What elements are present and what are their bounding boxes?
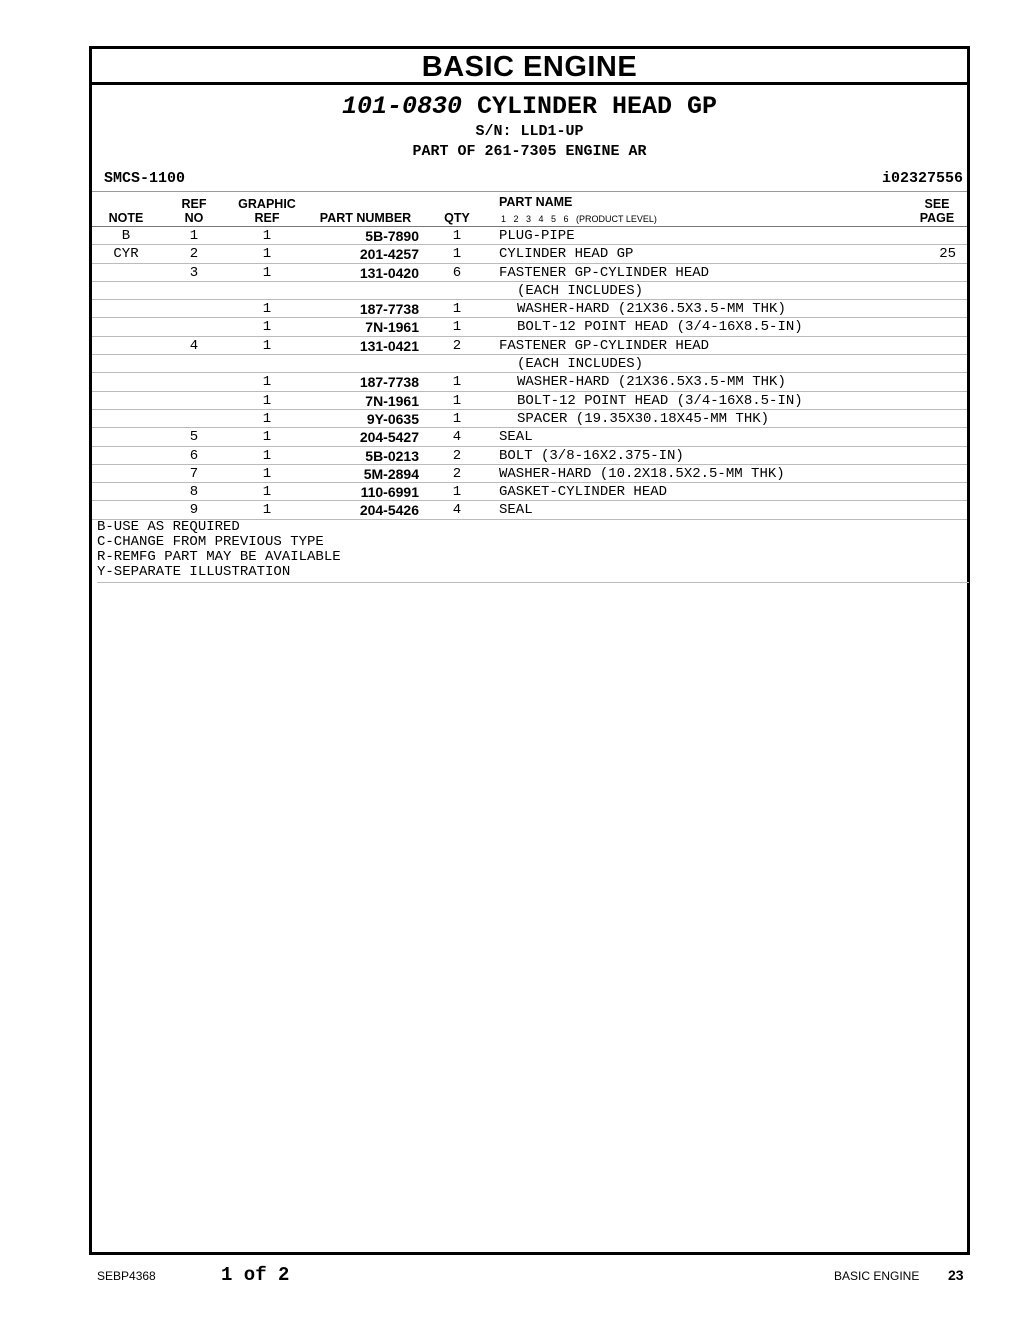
- qty-cell: 2: [452, 447, 462, 464]
- table-row: [92, 337, 967, 355]
- serial-number: S/N: LLD1-UP: [475, 123, 584, 140]
- col-header-graphic-bottom: REF: [254, 211, 280, 225]
- note-cell: B: [121, 228, 131, 244]
- part-name-cell: GASKET-CYLINDER HEAD: [499, 484, 668, 501]
- note-b: B-USE AS REQUIRED: [97, 519, 240, 535]
- graphic-ref-cell: 1: [262, 301, 272, 318]
- qty-cell: 1: [452, 228, 462, 244]
- illustration-id: i02327556: [881, 170, 963, 187]
- col-header-qty: QTY: [444, 211, 470, 225]
- part-name-cell: WASHER-HARD (10.2X18.5X2.5-MM THK): [499, 465, 785, 482]
- qty-cell: 4: [452, 502, 462, 519]
- part-name-cell: SPACER (19.35X30.18X45-MM THK): [517, 410, 770, 427]
- part-number-cell: 187-7738: [359, 301, 419, 318]
- part-number-cell: 204-5426: [359, 502, 419, 519]
- part-name-cell: PLUG-PIPE: [499, 228, 575, 244]
- graphic-ref-cell: 1: [262, 502, 272, 519]
- table-row: [92, 428, 967, 446]
- part-name-cell: SEAL: [499, 502, 533, 519]
- table-row: [92, 282, 967, 300]
- part-name-cell: BOLT-12 POINT HEAD (3/4-16X8.5-IN): [517, 319, 803, 336]
- qty-cell: 1: [452, 410, 462, 427]
- table-row: [92, 300, 967, 318]
- part-name-cell: FASTENER GP-CYLINDER HEAD: [499, 337, 710, 354]
- table-row: [92, 245, 967, 263]
- qty-cell: 4: [452, 429, 462, 446]
- parts-table: [92, 227, 967, 520]
- part-name-cell: BOLT (3/8-16X2.375-IN): [499, 447, 684, 464]
- graphic-ref-cell: 1: [262, 465, 272, 482]
- ref-no-cell: 1: [189, 228, 199, 244]
- footer-doc-id: SEBP4368: [97, 1269, 156, 1283]
- part-number-cell: 7N-1961: [365, 319, 419, 336]
- part-name-cell: CYLINDER HEAD GP: [499, 246, 634, 263]
- ref-no-cell: 8: [189, 484, 199, 501]
- qty-cell: 1: [452, 374, 462, 391]
- graphic-ref-cell: 1: [262, 410, 272, 427]
- qty-cell: 2: [452, 337, 462, 354]
- ref-no-cell: 4: [189, 337, 199, 354]
- part-name-cell: (EACH INCLUDES): [517, 282, 644, 299]
- qty-cell: 1: [452, 301, 462, 318]
- footer-page-of: 1 of 2: [221, 1264, 290, 1286]
- qty-cell: 6: [452, 264, 462, 281]
- note-cell: CYR: [113, 246, 139, 263]
- col-header-ref-bottom: NO: [184, 211, 204, 225]
- ref-no-cell: 6: [189, 447, 199, 464]
- table-row: [92, 355, 967, 373]
- col-header-note: NOTE: [108, 211, 144, 225]
- footer-section: BASIC ENGINE: [834, 1269, 920, 1283]
- section-title: BASIC ENGINE: [92, 49, 967, 85]
- note-r: R-REMFG PART MAY BE AVAILABLE: [97, 549, 341, 565]
- part-of: PART OF 261-7305 ENGINE AR: [412, 143, 647, 160]
- qty-cell: 2: [452, 465, 462, 482]
- table-row: [92, 264, 967, 282]
- col-header-part-number: PART NUMBER: [319, 211, 412, 225]
- ref-no-cell: 5: [189, 429, 199, 446]
- part-number-cell: 9Y-0635: [366, 410, 419, 427]
- graphic-ref-cell: 1: [262, 392, 272, 409]
- graphic-ref-cell: 1: [262, 319, 272, 336]
- part-number-cell: 201-4257: [359, 246, 419, 263]
- group-title: [92, 93, 967, 121]
- part-number-cell: 110-6991: [360, 484, 419, 501]
- notes-legend: [97, 520, 969, 583]
- table-row: [92, 392, 967, 410]
- graphic-ref-cell: 1: [262, 246, 272, 263]
- graphic-ref-cell: 1: [262, 228, 272, 244]
- part-name-cell: WASHER-HARD (21X36.5X3.5-MM THK): [517, 301, 786, 318]
- product-level-header: 1 2 3 4 5 6 (PRODUCT LEVEL): [501, 214, 657, 224]
- col-header-graphic-top: GRAPHIC: [238, 197, 296, 211]
- ref-no-cell: 7: [189, 465, 199, 482]
- qty-cell: 1: [452, 319, 462, 336]
- graphic-ref-cell: 1: [262, 374, 272, 391]
- ref-no-cell: 2: [189, 246, 199, 263]
- part-name-cell: SEAL: [499, 429, 533, 446]
- col-header-ref-top: REF: [181, 197, 207, 211]
- part-name-cell: (EACH INCLUDES): [517, 356, 644, 373]
- note-c: C-CHANGE FROM PREVIOUS TYPE: [97, 534, 324, 550]
- qty-cell: 1: [452, 484, 462, 501]
- note-y: Y-SEPARATE ILLUSTRATION: [97, 564, 291, 580]
- group-number: 101-0830: [341, 92, 462, 121]
- table-row: [92, 501, 967, 519]
- graphic-ref-cell: 1: [262, 337, 272, 354]
- part-number-cell: 131-0421: [359, 337, 419, 354]
- graphic-ref-cell: 1: [262, 484, 272, 501]
- table-row: [92, 465, 967, 483]
- part-number-cell: 131-0420: [359, 264, 419, 281]
- table-row: [92, 373, 967, 391]
- ref-no-cell: 3: [189, 264, 199, 281]
- part-number-cell: 7N-1961: [365, 392, 419, 409]
- smcs-code: SMCS-1100: [104, 170, 186, 187]
- part-number-cell: 204-5427: [359, 429, 419, 446]
- group-name: CYLINDER HEAD GP: [477, 92, 718, 121]
- part-name-cell: FASTENER GP-CYLINDER HEAD: [499, 264, 710, 281]
- see-page-cell: 25: [939, 246, 956, 263]
- footer-page-number: 23: [948, 1267, 964, 1283]
- graphic-ref-cell: 1: [262, 429, 272, 446]
- table-row: [92, 318, 967, 336]
- table-row: [92, 227, 967, 245]
- graphic-ref-cell: 1: [262, 447, 272, 464]
- col-header-part-name: PART NAME: [499, 195, 573, 209]
- part-name-cell: WASHER-HARD (21X36.5X3.5-MM THK): [517, 374, 786, 391]
- col-header-see-bottom: PAGE: [919, 211, 955, 225]
- qty-cell: 1: [452, 392, 462, 409]
- graphic-ref-cell: 1: [262, 264, 272, 281]
- part-number-cell: 5B-7890: [365, 228, 419, 244]
- part-name-cell: BOLT-12 POINT HEAD (3/4-16X8.5-IN): [517, 392, 803, 409]
- part-number-cell: 187-7738: [359, 374, 419, 391]
- header-divider: [92, 191, 967, 192]
- parts-page-frame: [89, 46, 970, 1255]
- part-number-cell: 5B-0213: [365, 447, 419, 464]
- table-row: [92, 410, 967, 428]
- table-row: [92, 447, 967, 465]
- ref-no-cell: 9: [189, 502, 199, 519]
- part-number-cell: 5M-2894: [363, 465, 419, 482]
- qty-cell: 1: [452, 246, 462, 263]
- table-row: [92, 483, 967, 501]
- col-header-see-top: SEE: [924, 197, 950, 211]
